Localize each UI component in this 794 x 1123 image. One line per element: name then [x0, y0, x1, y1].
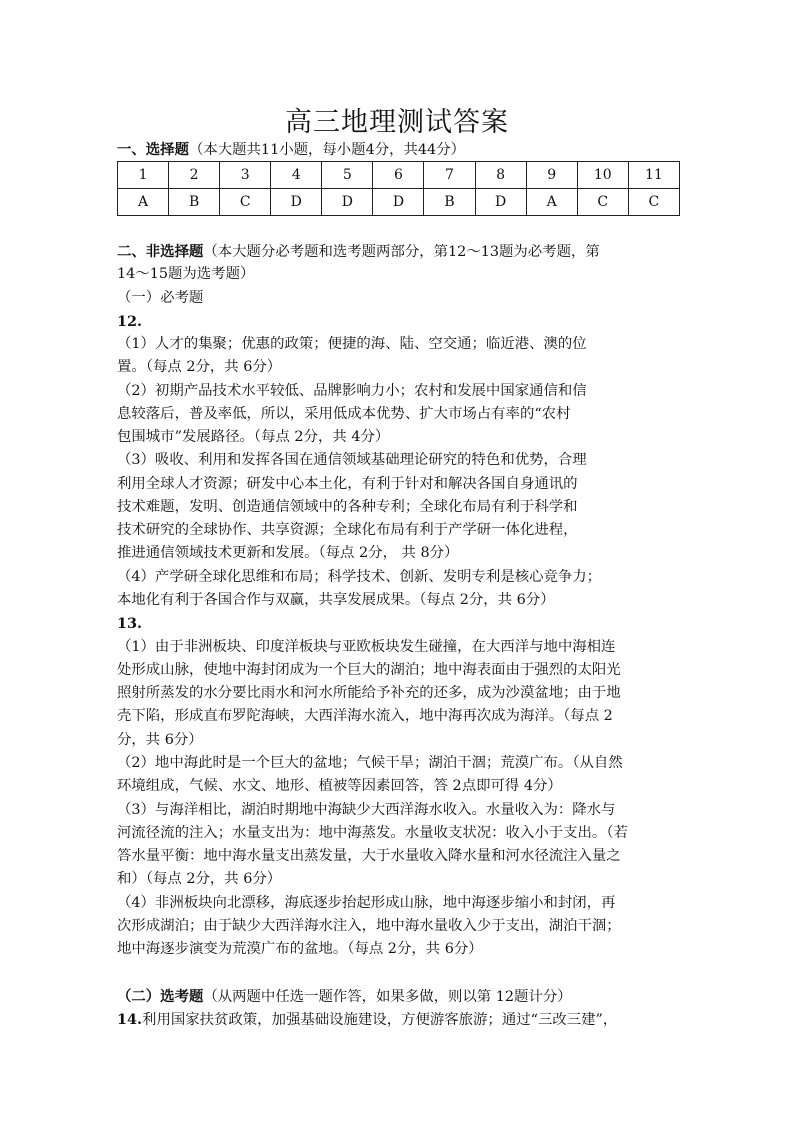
q14-text: 利用国家扶贫政策，加强基础设施建设，方便游客旅游；通过“三改三建”，: [142, 1012, 618, 1028]
section2-heading-line: [117, 240, 677, 264]
answer-cell: C: [628, 189, 679, 216]
question-number-cell: 1: [118, 162, 169, 189]
q13-line: 地中海逐步演变为荒漠广布的盆地。（每点 2分，共 6分）: [117, 941, 483, 957]
section2-heading: 二、非选择题: [117, 243, 204, 260]
q12-line: 推进通信领域技术更新和发展。（每点 2分， 共 8分）: [117, 545, 459, 561]
q12-line: 息较落后，普及率低，所以，采用低成本优势、扩大市场占有率的“农村: [117, 406, 571, 422]
question-number-cell: 9: [526, 162, 577, 189]
answer-table-number-row: [118, 162, 680, 189]
answer-table-answer-row: [118, 189, 680, 216]
question-number-cell: 3: [220, 162, 271, 189]
answer-table: [117, 161, 680, 216]
question-number-cell: 2: [169, 162, 220, 189]
question-number-cell: 7: [424, 162, 475, 189]
answer-cell: B: [169, 189, 220, 216]
answer-cell: A: [118, 189, 169, 216]
answer-cell: A: [526, 189, 577, 216]
question-14-number: 14.: [117, 1011, 143, 1028]
q13-line: 环境组成，气候、水文、地形、植被等因素回答，答 2点即可得 4分）: [117, 778, 562, 794]
section1-heading: 一、选择题: [117, 141, 189, 158]
page-title: 高三地理测试答案: [285, 107, 509, 138]
q13-line: 分，共 6分）: [117, 732, 203, 748]
section2-note-continued: 14～15题为选考题）: [117, 266, 255, 282]
question-number-cell: 8: [475, 162, 526, 189]
q13-line: （1）由于非洲板块、印度洋板块与亚欧板块发生碰撞，在大西洋与地中海相连: [117, 639, 616, 655]
q12-line: 技术研究的全球协作、共享资源；全球化布局有利于产学研一体化进程，: [117, 522, 578, 538]
answer-cell: C: [220, 189, 271, 216]
answer-cell: D: [322, 189, 373, 216]
q12-line: 本地化有利于各国合作与双赢，共享发展成果。（每点 2分，共 6分）: [117, 592, 555, 608]
q13-line: 照射所蒸发的水分要比雨水和河水所能给予补充的还多，成为沙漠盆地；由于地: [117, 685, 621, 701]
answer-cell: D: [271, 189, 322, 216]
q12-line: （2）初期产品技术水平较低、品牌影响力小；农村和发展中国家通信和信: [117, 383, 587, 399]
q12-line: 技术难题，发明、创造通信领域中的各种专利；全球化布局有利于科学和: [117, 499, 578, 515]
q13-line: （3）与海洋相比，湖泊时期地中海缺少大西洋海水收入。水量收入为：降水与: [117, 802, 616, 818]
elective-part-heading: （二）选考题: [117, 988, 204, 1005]
answer-cell: D: [475, 189, 526, 216]
q13-line: （4）非洲板块向北漂移，海底逐步抬起形成山脉，地中海逐步缩小和封闭，再: [117, 895, 616, 911]
q12-line: 利用全球人才资源；研发中心本土化，有利于针对和解决各国自身通讯的: [117, 476, 578, 492]
q12-line: 包围城市”发展路径。（每点 2分，共 4分）: [117, 429, 390, 445]
question-number-cell: 11: [628, 162, 679, 189]
section2-note: （本大题分必考题和选考题两部分，第12～13题为必考题，第: [203, 244, 600, 260]
question-13-number: 13.: [117, 615, 143, 632]
q12-line: （3）吸收、利用和发挥各国在通信领域基础理论研究的特色和优势，合理: [117, 452, 587, 468]
question-12-number: 12.: [117, 313, 143, 330]
q13-line: 处形成山脉，使地中海封闭成为一个巨大的湖泊；地中海表面由于强烈的太阳光: [117, 662, 621, 678]
q13-line: 壳下陷，形成直布罗陀海峡，大西洋海水流入，地中海再次成为海洋。（每点 2: [117, 708, 613, 724]
q12-line: 置。（每点 2分，共 6分）: [117, 359, 282, 375]
q13-line: 河流径流的注入；水量支出为：地中海蒸发。水量收支状况：收入小于支出。（若: [117, 825, 628, 841]
required-part-heading: （一）必考题: [117, 290, 204, 306]
elective-part-heading-line: [117, 985, 677, 1009]
question-number-cell: 6: [373, 162, 424, 189]
question-14-line: [117, 1008, 677, 1032]
q13-line: 和）（每点 2分，共 6分）: [117, 871, 282, 887]
section1-note: （本大题共11小题，每小题4分，共44分）: [188, 142, 465, 158]
question-number-cell: 10: [577, 162, 628, 189]
q12-line: （4）产学研全球化思维和布局；科学技术、创新、发明专利是核心竞争力；: [117, 569, 602, 585]
answer-cell: C: [577, 189, 628, 216]
section1-heading-line: [117, 138, 677, 162]
question-number-cell: 4: [271, 162, 322, 189]
q13-line: （2）地中海此时是一个巨大的盆地；气候干旱；湖泊干涸；荒漠广布。（从自然: [117, 755, 623, 771]
answer-cell: B: [424, 189, 475, 216]
answer-cell: D: [373, 189, 424, 216]
elective-part-note: （从两题中任选一题作答，如果多做，则以第 12题计分）: [203, 989, 572, 1005]
q12-line: （1）人才的集聚；优惠的政策；便捷的海、陆、空交通；临近港、澳的位: [117, 336, 587, 352]
q13-line: 答水量平衡：地中海水量支出蒸发量，大于水量收入降水量和河水径流注入量之: [117, 848, 621, 864]
q13-line: 次形成湖泊；由于缺少大西洋海水注入，地中海水量收入少于支出，湖泊干涸；: [117, 918, 621, 934]
question-number-cell: 5: [322, 162, 373, 189]
